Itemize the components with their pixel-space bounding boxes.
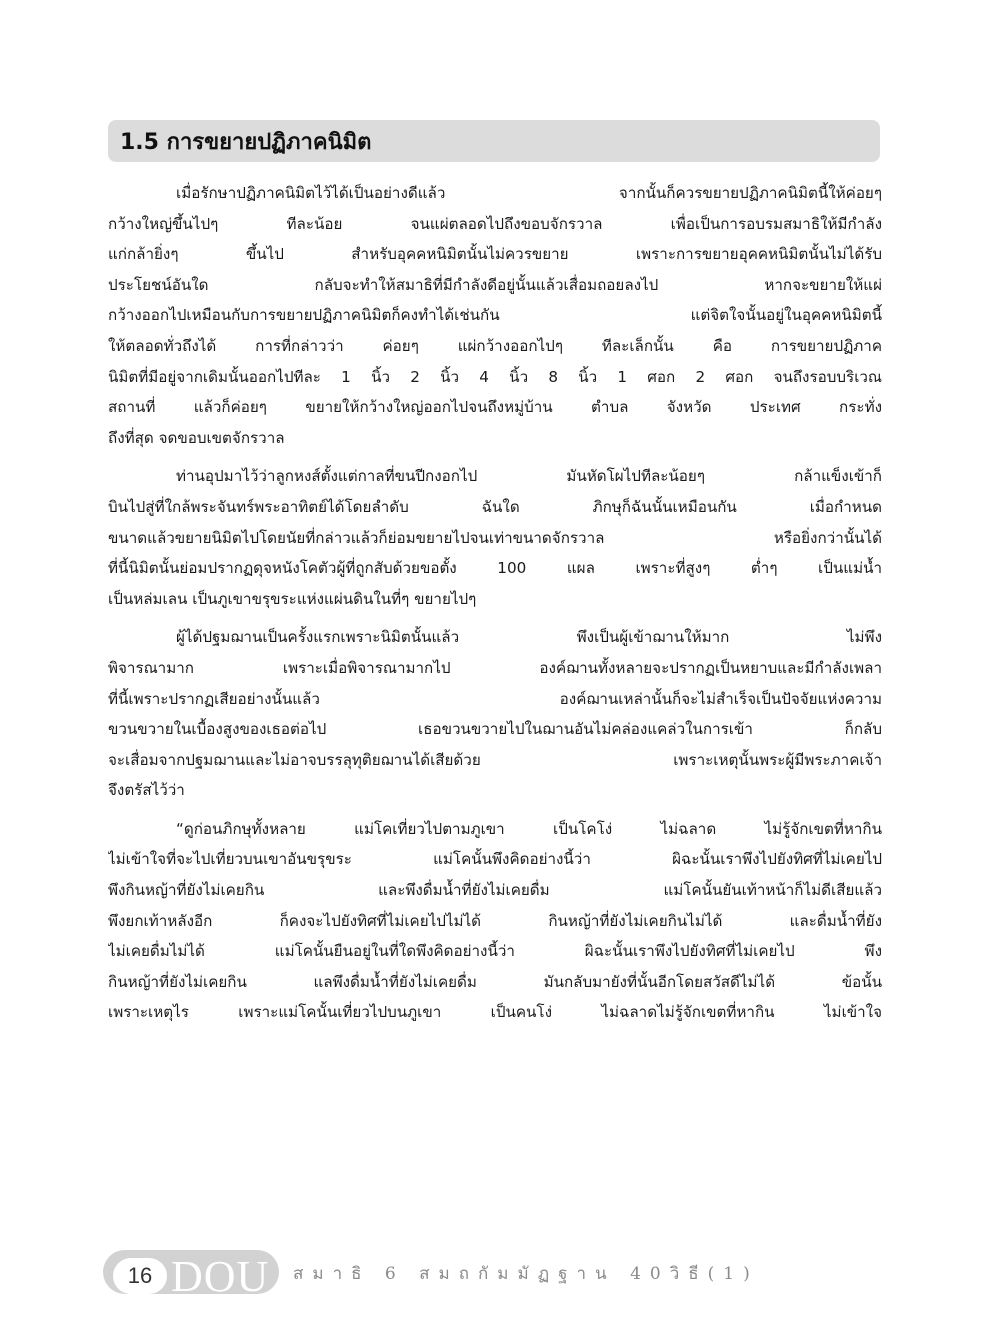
text-line: สถานที่ แล้วก็ค่อยๆ ขยายให้กว้างใหญ่ออกไปจนถึงหมู่บ้าน ตำบล จังหวัด ประเทศ กระทั่ง: [108, 398, 882, 417]
text-line: ไม่เคยดื่มไม่ได้ แม่โคนั้นยืนอยู่ในที่ใดพึงคิดอย่างนี้ว่า ผิฉะนั้นเราพึงไปยังทิศที่ไม่เคยไป พึง: [108, 942, 882, 961]
text-line: ไม่เข้าใจที่จะไปเที่ยวบนเขาอันขรุขระ แม่โคนั้นพึงคิดอย่างนี้ว่า ผิฉะนั้นเราพึงไปยังทิศที่ไม่เคยไป: [108, 850, 882, 869]
paragraph-2: [108, 461, 882, 614]
text-line: ท่านอุปมาไว้ว่าลูกหงส์ตั้งแต่กาลที่ขนปีกงอกไป มันหัดโผไปทีละน้อยๆ กล้าแข็งเข้าก็: [176, 467, 882, 486]
paragraph-1: [108, 178, 882, 453]
text-line: ผู้ได้ปฐมฌานเป็นครั้งแรกเพราะนิมิตนั้นแล้ว พึงเป็นผู้เข้าฌานให้มาก ไม่พึง: [176, 628, 882, 647]
text-line: เพราะเหตุไร เพราะแม่โคนั้นเที่ยวไปบนภูเขา เป็นคนโง่ ไม่ฉลาดไม่รู้จักเขตที่หากิน ไม่เข้าใจ: [108, 1003, 882, 1022]
text-line: นิมิตที่มีอยู่จากเดิมนั้นออกไปทีละ 1 นิ้ว 2 นิ้ว 4 นิ้ว 8 นิ้ว 1 ศอก 2 ศอก จนถึงรอบบริเวณ: [108, 367, 882, 386]
text-line: พึงกินหญ้าที่ยังไม่เคยกิน และพึงดื่มน้ำที่ยังไม่เคยดื่ม แม่โคนั้นยันเท้าหน้าก็ไม่ดีเสียแล้ว: [108, 881, 882, 900]
text-line: จะเสื่อมจากปฐมฌานและไม่อาจบรรลุทุติยฌานได้เสียด้วย เพราะเหตุนั้นพระผู้มีพระภาคเจ้า: [108, 750, 882, 769]
page-number: 16: [113, 1258, 167, 1294]
text-line: แก่กล้ายิ่งๆ ขึ้นไป สำหรับอุคคหนิมิตนั้นไม่ควรขยาย เพราะการขยายอุคคหนิมิตนั้นไม่ได้รับ: [108, 245, 882, 264]
text-line: ประโยชน์อันใด กลับจะทำให้สมาธิที่มีกำลังดีอยู่นั้นแล้วเสื่อมถอยลงไป หากจะขยายให้แผ่: [108, 275, 882, 294]
text-line: พิจารณามาก เพราะเมื่อพิจารณามากไป องค์ฌานทั้งหลายจะปรากฏเป็นหยาบและมีกำลังเพลา: [108, 658, 882, 677]
text-line: จึงตรัสไว้ว่า: [108, 781, 185, 800]
text-line: เมื่อรักษาปฏิภาคนิมิตไว้ได้เป็นอย่างดีแล้ว จากนั้นก็ควรขยายปฏิภาคนิมิตนี้ให้ค่อยๆ: [176, 184, 882, 202]
text-line: กว้างออกไปเหมือนกับการขยายปฏิภาคนิมิตก็คงทำได้เช่นกัน แต่จิตใจนั้นอยู่ในอุคคหนิมิตนี้: [108, 306, 882, 325]
text-line: ที่นี้นิมิตนั้นย่อมปรากฏดุจหนังโคตัวผู้ที่ถูกสับด้วยขอตั้ง 100 แผล เพราะที่สูงๆ ต่ำๆ เป็นแม่น้ำ: [108, 559, 882, 578]
dou-logo: DOU: [171, 1252, 270, 1301]
body-text: [108, 178, 882, 1036]
text-line: “ดูก่อนภิกษุทั้งหลาย แม่โคเที่ยวไปตามภูเขา เป็นโคโง่ ไม่ฉลาด ไม่รู้จักเขตที่หากิน: [176, 819, 882, 838]
section-heading-bar: [108, 120, 880, 162]
paragraph-3: [108, 622, 882, 806]
page-footer: [103, 1246, 903, 1300]
text-line: ที่นี้เพราะปรากฏเสียอย่างนั้นแล้ว องค์ฌานเหล่านั้นก็จะไม่สำเร็จเป็นปัจจัยแห่งความ: [108, 689, 882, 708]
text-line: ถึงที่สุด จดขอบเขตจักรวาล: [108, 428, 285, 447]
course-title: สมาธิ 6 สมถกัมมัฏฐาน 40วิธี(1): [293, 1264, 759, 1284]
paragraph-4: [108, 814, 882, 1028]
text-line: พึงยกเท้าหลังอีก ก็คงจะไปยังทิศที่ไม่เคยไปไม่ได้ กินหญ้าที่ยังไม่เคยกินไม่ได้ และดื่มน้ำที่ยัง: [108, 911, 882, 930]
text-line: ขวนขวายในเบื้องสูงของเธอต่อไป เธอขวนขวายไปในฌานอันไม่คล่องแคล่วในการเข้า ก็กลับ: [108, 720, 882, 739]
text-line: ขนาดแล้วขยายนิมิตไปโดยนัยที่กล่าวแล้วก็ย่อมขยายไปจนเท่าขนาดจักรวาล หรือยิ่งกว่านั้นได้: [108, 528, 882, 547]
text-line: ให้ตลอดทั่วถึงได้ การที่กล่าวว่า ค่อยๆ แผ่กว้างออกไปๆ ทีละเล็กนั้น คือ การขยายปฏิภาค: [108, 336, 882, 355]
text-line: บินไปสู่ที่ใกล้พระจันทร์พระอาทิตย์ได้โดยลำดับ ฉันใด ภิกษุก็ฉันนั้นเหมือนกัน เมื่อกำหนด: [108, 497, 882, 516]
section-heading: 1.5 การขยายปฏิภาคนิมิต: [120, 129, 372, 155]
footer-badge: [103, 1250, 279, 1301]
text-line: กินหญ้าที่ยังไม่เคยกิน แลพึงดื่มน้ำที่ยังไม่เคยดื่ม มันกลับมายังที่นั้นอีกโดยสวัสดีไม่ได้ ข้อนั้น: [108, 972, 882, 991]
text-line: กว้างใหญ่ขึ้นไปๆ ทีละน้อย จนแผ่ตลอดไปถึงขอบจักรวาล เพื่อเป็นการอบรมสมาธิให้มีกำลัง: [108, 214, 882, 233]
text-line: เป็นหล่มเลน เป็นภูเขาขรุขระแห่งแผ่นดินในที่ๆ ขยายไปๆ: [108, 589, 477, 608]
